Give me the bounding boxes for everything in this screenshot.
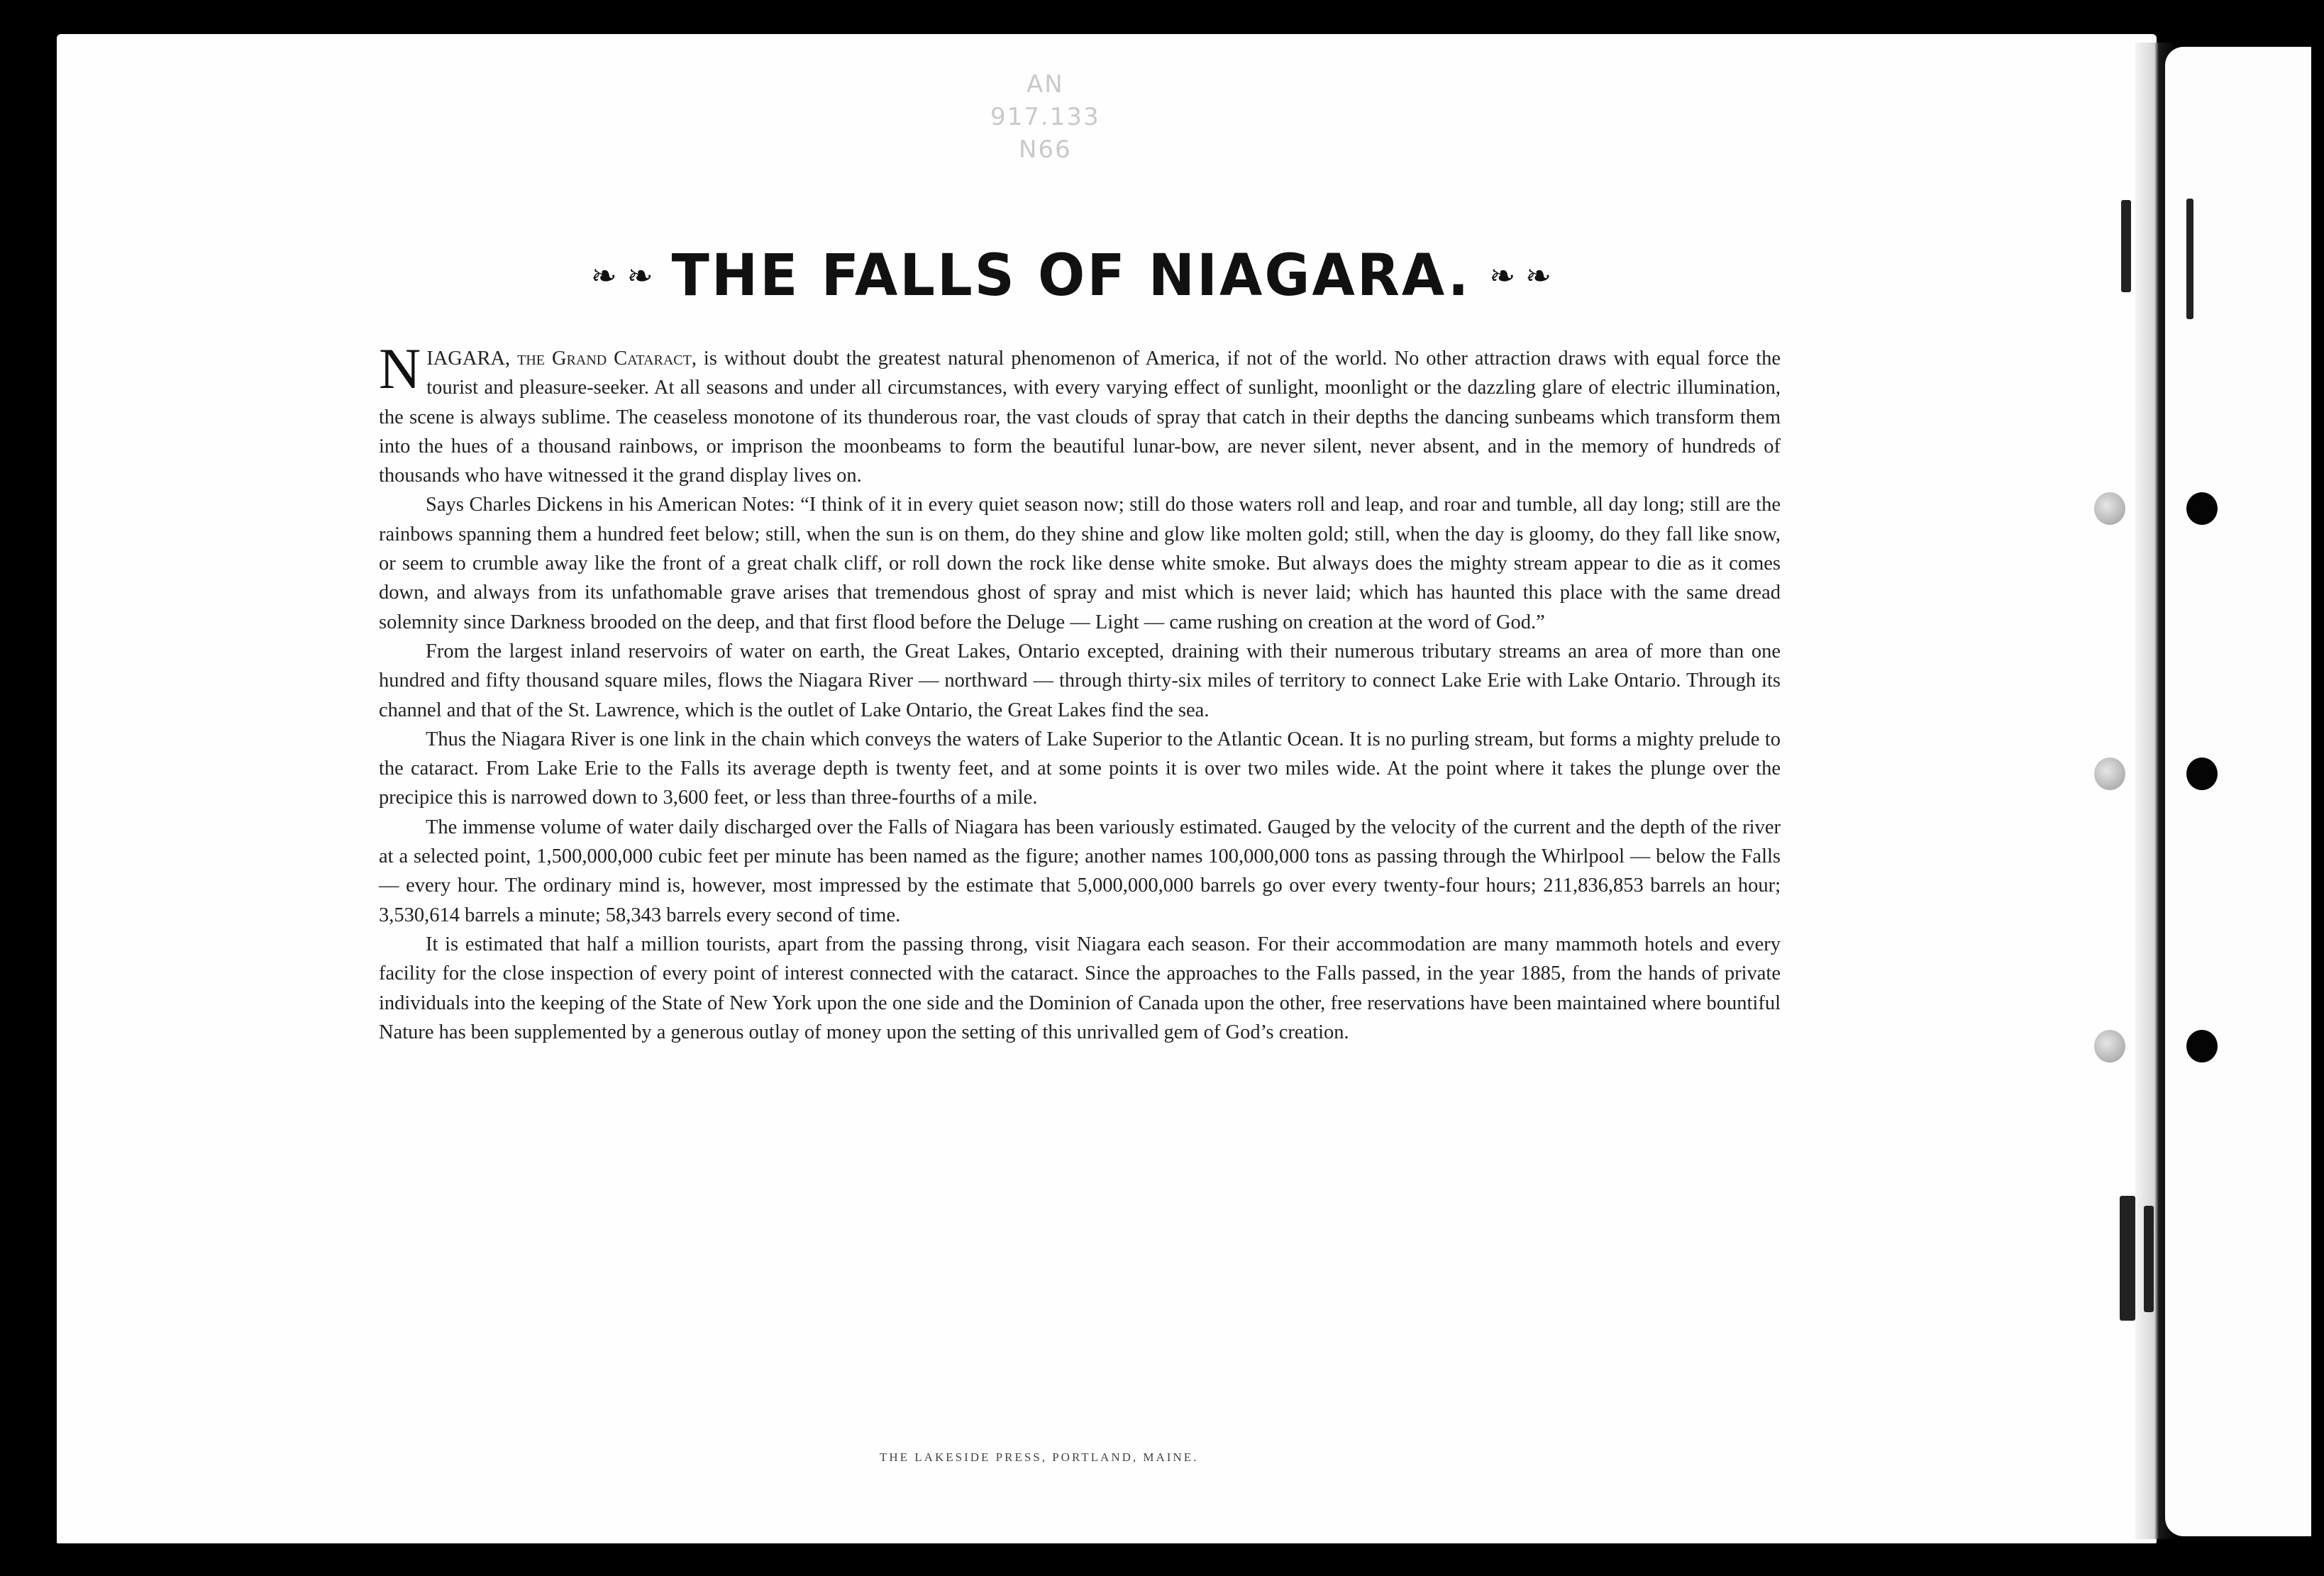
drop-cap: N	[379, 336, 421, 401]
page-title: THE FALLS OF NIAGARA.	[671, 243, 1471, 309]
ornament-left-icon: ❧ ❧	[590, 257, 653, 294]
binding-tear-mark	[2144, 1206, 2154, 1312]
paragraph-4: Thus the Niagara River is one link in the chain which conveys the waters of Lake Superior to the Atlantic Ocean. It is no purling stream, but forms a mighty prelude to the cataract. From Lake Erie to the Falls its average depth is twenty feet, and at some points it is over two miles wide. At the point where it takes the plunge over the precipice this is narrowed down to 3,600 feet, or less than three-fourths of a mile.	[379, 728, 1781, 809]
paragraph-1	[379, 336, 1781, 490]
binding-tear-mark	[2121, 200, 2131, 292]
punch-hole-light	[2094, 1030, 2125, 1062]
punch-hole-dark	[2186, 1030, 2218, 1062]
punch-hole-light	[2094, 758, 2125, 790]
stamp-line-2: 917.133	[990, 103, 1100, 131]
ornament-right-icon: ❧ ❧	[1489, 257, 1552, 294]
punch-hole-dark	[2186, 758, 2218, 790]
article-body	[379, 336, 1781, 1047]
binding-tear-mark	[2120, 1196, 2135, 1321]
punch-hole-light	[2094, 492, 2125, 525]
binding-tear-mark	[2186, 199, 2193, 319]
punch-hole-dark	[2186, 492, 2218, 525]
stamp-line-3: N66	[1018, 135, 1072, 164]
title-row	[582, 244, 1561, 308]
paragraph-6: It is estimated that half a million tourists, apart from the passing throng, visit Niagara each season. For their accommodation are many mammoth hotels and every facility for the close inspection of every point of interest connected with the cataract. Since the approaches to the Falls passed, in the year 1885, from the hands of private individuals into the keeping of the State of New York upon the one side and the Dominion of Canada upon the other, free reservations have been maintained where bountiful Nature has been supplemented by a generous outlay of money upon the setting of this unrivalled gem of God’s creation.	[379, 933, 1781, 1043]
library-stamp	[990, 68, 1100, 166]
stamp-line-1: AN	[1026, 70, 1064, 99]
paragraph-3: From the largest inland reservoirs of water on earth, the Great Lakes, Ontario excepted, draining with their numerous tributary streams an area of more than one hundred and fifty thousand square miles, flows the Niagara River — northward — through thirty-six miles of territory to connect Lake Erie with Lake Ontario. Through its channel and that of the St. Lawrence, which is the outlet of Lake Ontario, the Great Lakes find the sea.	[379, 640, 1781, 721]
printer-imprint: THE LAKESIDE PRESS, PORTLAND, MAINE.	[880, 1450, 1199, 1464]
paragraph-1-smallcaps: the Grand Cataract	[517, 348, 692, 370]
paragraph-5: The immense volume of water daily discharged over the Falls of Niagara has been variously estimated. Gauged by the velocity of the current and the depth of the river at a selected point, 1,500,000,000 cubic feet per minute has been named as the figure; another names 100,000,000 tons as passing through the Whirlpool — below the Falls — every hour. The ordinary mind is, however, most impressed by the estimate that 5,000,000,000 barrels go over every twenty-four hours; 211,836,853 barrels an hour; 3,530,614 barrels a minute; 58,343 barrels every second of time.	[379, 816, 1781, 926]
paragraph-1-text: , is without doubt the greatest natural phenomenon of America, if not of the world. No other attraction draws with equal force the tourist and pleasure-seeker. At all seasons and under all circumstances, with every varying effect of sunlight, moonlight or the dazzling glare of electric illumination, the scene is always sublime. The ceaseless monotone of its thunderous roar, the vast clouds of spray that catch in their depths the dancing sunbeams which transform them into the hues of a thousand rainbows, or imprison the moonbeams to form the beautiful lunar-bow, are never silent, never absent, and in the memory of hundreds of thousands who have witnessed it the grand display lives on.	[379, 348, 1781, 487]
paragraph-2: Says Charles Dickens in his American Notes: “I think of it in every quiet season now; still do those waters roll and leap, and roar and tumble, all day long; still are the rainbows spanning them a hundred feet below; still, when the sun is on them, do they shine and glow like molten gold; still, when the day is gloomy, do they fall like snow, or seem to crumble away like the front of a great chalk cliff, or roll down the rock like dense white smoke. But always does the mighty stream appear to die as it comes down, and always from its unfathomable grave arises that tremendous ghost of spray and mist which is never laid; which has haunted this place with the same dread solemnity since Darkness brooded on the deep, and that first flood before the Deluge — Light — came rushing on creation at the word of God.”	[379, 494, 1781, 633]
paragraph-1-lead: IAGARA,	[426, 348, 518, 370]
